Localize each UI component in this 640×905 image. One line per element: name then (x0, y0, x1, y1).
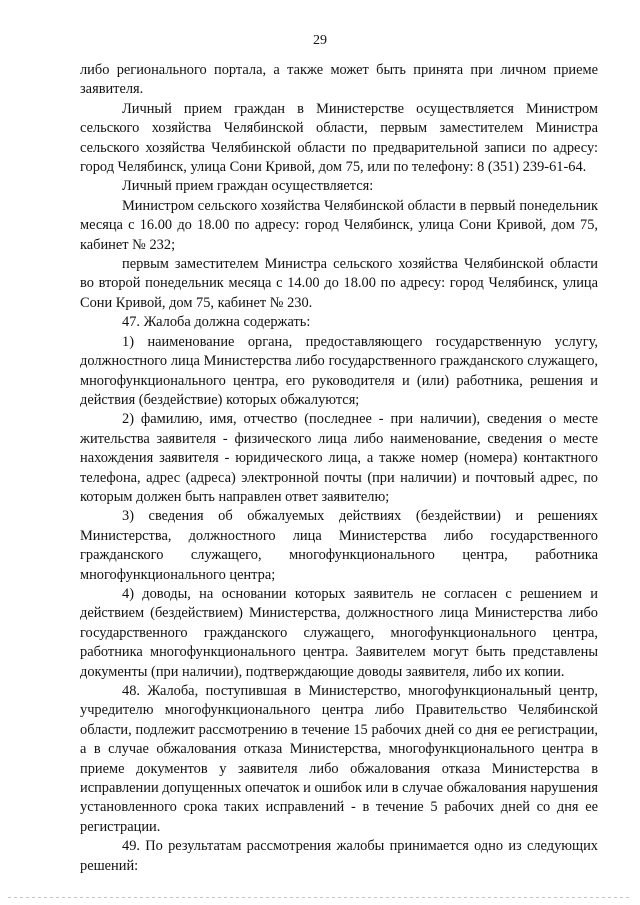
page-number: 29 (313, 33, 327, 48)
paragraph-personal-reception: Личный прием граждан в Министерстве осуществляется Министром сельского хозяйства Челябинской области, первым заместителем Министра сельского хозяйства Челябинской области по предварительной записи по адресу: город Челябинск, улица Сони Кривой, дом 75, или по телефону: 8 (351) 239-61-64. (80, 100, 598, 176)
paragraph-item-1: 1) наименование органа, предоставляющего государственную услугу, должностного лица Министерства либо государственного гражданского служащего, многофункционального центра, его руководителя и (или) работника, решения и действия (бездействие) которых обжалуются; (80, 333, 598, 408)
paragraph-clause-47: 47. Жалоба должна содержать: (122, 314, 311, 331)
paragraph-clause-49: 49. По результатам рассмотрения жалобы принимается одно из следующих решений: (80, 838, 598, 874)
paragraph-deputy-schedule: первым заместителем Министра сельского хозяйства Челябинской области во второй понедельник месяца с 14.00 до 18.00 по адресу: город Челябинск, улица Сони Кривой, дом 75, кабинет № 230. (80, 256, 598, 311)
paragraph-reception-intro: Личный прием граждан осуществляется: (122, 178, 374, 195)
scan-edge-line (8, 897, 632, 898)
paragraph-item-3: 3) сведения об обжалуемых действиях (бездействии) и решениях Министерства, должностного лица Министерства либо государственного гражданского служащего, многофункционального центра, работника многофункционального центра; (80, 508, 598, 583)
paragraph-item-4: 4) доводы, на основании которых заявитель не согласен с решением и действием (бездействием) Министерства, должностного лица Министерства либо государственного гражданского служащего, многофункционального центра, работника многофункционального центра. Заявителем могут быть представлены документы (при наличии), подтверждающие доводы заявителя, либо их копии. (80, 585, 598, 680)
paragraph-continuation: либо регионального портала, а также может быть принята при личном приеме заявителя. (80, 62, 598, 98)
paragraph-minister-schedule: Министром сельского хозяйства Челябинской области в первый понедельник месяца с 16.00 до 18.00 по адресу: город Челябинск, улица Сони Кривой, дом 75, кабинет № 232; (80, 197, 598, 253)
document-body (80, 61, 598, 876)
paragraph-clause-48: 48. Жалоба, поступившая в Министерство, многофункциональный центр, учредителю многофункционального центра либо Правительство Челябинской области, подлежит рассмотрению в течение 15 рабочих дней со дня ее регистрации, а в случае обжалования отказа Министерства, многофункционального центра в приеме документов у заявителя либо обжалования отказа Министерства в исправлении допущенных опечаток и ошибок или в случае обжалования нарушения установленного срока таких исправлений - в течение 5 рабочих дней со дня ее регистрации. (80, 683, 598, 835)
paragraph-item-2: 2) фамилию, имя, отчество (последнее - при наличии), сведения о месте жительства заявителя - физического лица либо наименование, сведения о месте нахождения заявителя - юридического лица, а также номер (номера) контактного телефона, адрес (адреса) электронной почты (при наличии) и почтовый адрес, по которым должен быть направлен ответ заявителю; (80, 411, 598, 505)
